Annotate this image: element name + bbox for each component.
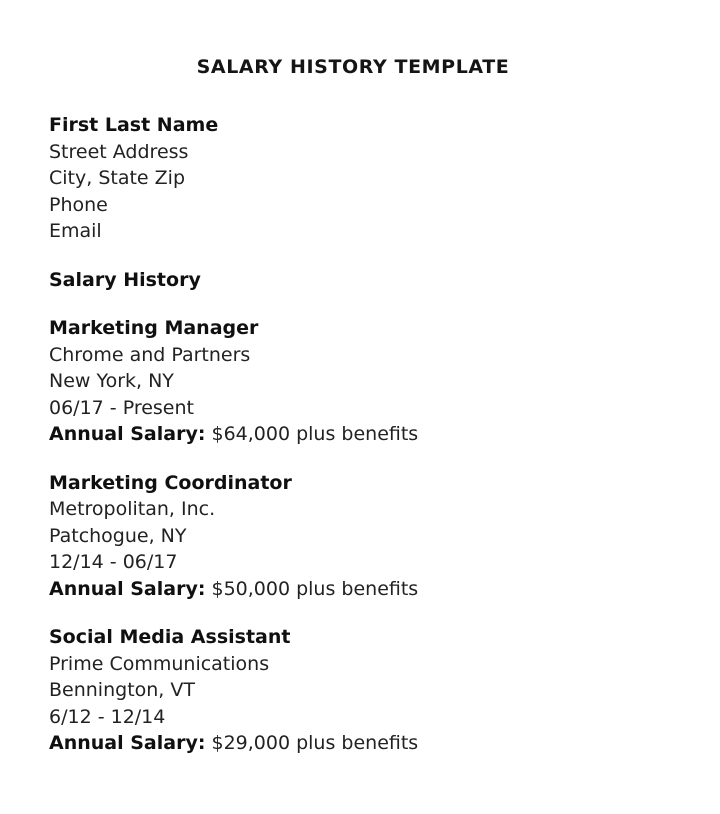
job-title: Social Media Assistant [49, 626, 291, 648]
employment-dates: 6/12 - 12/14 [49, 705, 166, 728]
company-name: Chrome and Partners [49, 343, 251, 366]
job-location: Bennington, VT [49, 679, 195, 701]
salary-entry-1 [49, 315, 720, 448]
contact-phone: Phone [49, 193, 108, 216]
contact-street-address: Street Address [49, 140, 189, 163]
annual-salary-line [49, 576, 720, 603]
annual-salary-label: Annual Salary: [49, 577, 206, 600]
salary-history-heading-block [49, 267, 720, 294]
annual-salary-value: $29,000 plus benefits [205, 732, 419, 754]
annual-salary-label: Annual Salary: [49, 732, 206, 754]
section-heading-salary-history: Salary History [49, 268, 201, 291]
annual-salary-line [49, 730, 720, 757]
job-location: New York, NY [49, 370, 174, 392]
company-name: Prime Communications [49, 652, 270, 675]
annual-salary-value: $64,000 plus benefits [205, 423, 419, 445]
annual-salary-value: $50,000 plus benefits [205, 577, 419, 600]
contact-name: First Last Name [49, 114, 219, 136]
salary-entry-3 [49, 624, 720, 757]
contact-block [49, 112, 720, 245]
contact-city-state-zip: City, State Zip [49, 167, 186, 189]
salary-entry-2 [49, 470, 720, 603]
document-body [0, 78, 720, 757]
employment-dates: 06/17 - Present [49, 396, 194, 419]
contact-email: Email [49, 220, 102, 242]
company-name: Metropolitan, Inc. [49, 498, 216, 520]
annual-salary-line [49, 421, 720, 448]
employment-dates: 12/14 - 06/17 [49, 551, 178, 573]
job-location: Patchogue, NY [49, 524, 187, 547]
page-title: SALARY HISTORY TEMPLATE [196, 56, 510, 78]
annual-salary-label: Annual Salary: [49, 423, 206, 445]
job-title: Marketing Coordinator [49, 471, 292, 494]
job-title: Marketing Manager [49, 317, 259, 339]
